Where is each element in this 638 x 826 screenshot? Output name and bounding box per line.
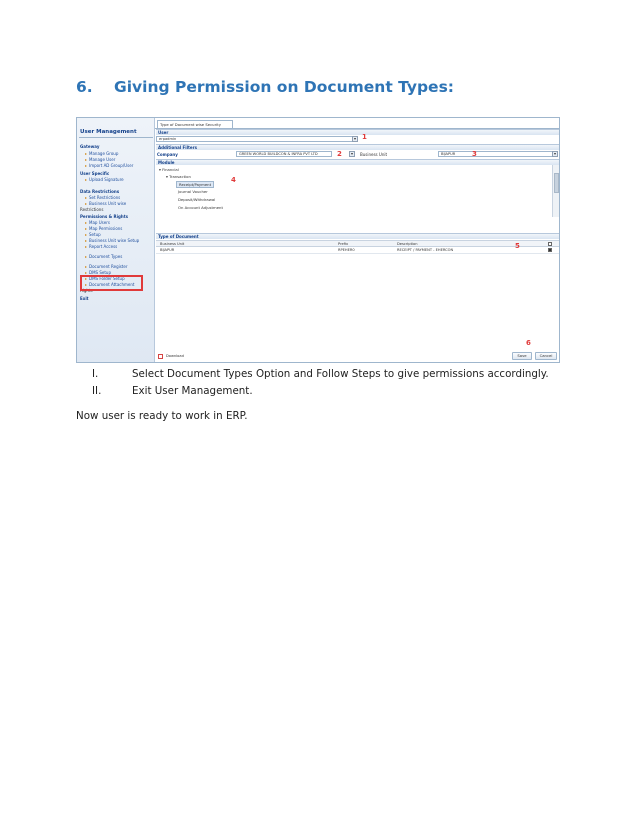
module-section-header: Module [156,159,560,165]
sidebar-item-upload-signature[interactable] [85,177,124,182]
row-checkbox[interactable] [548,248,552,252]
user-select[interactable]: erpadmin [156,136,353,142]
sidebar-title: User Management [80,129,137,135]
column-prefix: Prefix [338,242,349,246]
sidebar-divider [79,137,153,138]
row-description: RECEIPT / PAYMENT - EHERCON [397,248,454,252]
sidebar-item-report-access[interactable] [85,244,117,249]
sidebar-item-label: Map Users [89,220,110,225]
bullet-icon: ▸ [85,201,88,206]
bullet-icon: ▸ [85,157,88,162]
list-numeral: II. [92,385,102,397]
column-description: Description [397,242,418,246]
business-unit-select[interactable]: BIJAPUR [438,151,556,157]
sidebar [77,118,155,363]
sidebar-item-document-register[interactable] [85,264,127,269]
sidebar-item-label: Report Access [89,244,118,249]
company-select[interactable]: GREEN WORLD BUILDCON & INFRA PVT LTD [236,151,332,157]
list-numeral: I. [92,368,99,380]
sidebar-item-label: Document Register [89,264,128,269]
bullet-icon: ▸ [85,163,88,168]
sidebar-item-document-types[interactable] [85,254,122,259]
doc-type-table-header [156,240,560,247]
sidebar-item-label: Manage User [89,157,116,162]
sidebar-item-label: Document Types [89,254,123,259]
list-text: Exit User Management. [132,385,253,397]
select-all-checkbox[interactable] [548,242,552,246]
save-button[interactable]: Save [512,352,532,360]
sidebar-item-map-permissions[interactable] [85,226,122,231]
doc-type-section-header: Type of Document [156,233,560,239]
erp-screenshot [76,117,560,363]
bullet-icon: ▸ [85,220,88,225]
column-business-unit: Business Unit [160,242,185,246]
sidebar-item-exit [80,296,89,301]
step-marker-3: 3 [472,150,477,158]
sidebar-item-business-unit-wise-setup[interactable] [85,238,139,243]
tree-node-on-account-adjustment[interactable]: On Account Adjustment [178,205,223,210]
step-marker-6: 6 [526,339,531,347]
sidebar-item-label: Setup [89,232,101,237]
step-marker-5: 5 [515,242,520,250]
bullet-icon: ▸ [85,226,88,231]
module-tree-scrollbar[interactable] [552,165,560,217]
section-number: 6. [76,78,93,96]
section-heading [76,78,454,96]
closing-paragraph: Now user is ready to work in ERP. [76,410,248,422]
row-business-unit: BIJAPUR [160,248,175,252]
bullet-icon: ▸ [85,276,88,281]
step-marker-2: 2 [337,150,342,158]
cancel-button[interactable]: Cancel [535,352,557,360]
document-types-highlight [80,275,143,291]
sidebar-item-user-specific [80,171,109,176]
bullet-icon: ▸ [85,270,88,275]
sidebar-item-label: Gateway [80,144,100,149]
sidebar-item-set-restrictions[interactable] [85,195,120,200]
tree-node-journal-voucher[interactable]: Journal Voucher [178,189,208,194]
tab-document-security[interactable]: Type of Document wise Security [157,120,233,128]
step-marker-1: 1 [362,133,367,141]
main-panel [156,129,560,363]
sidebar-item-manage-group[interactable] [85,151,118,156]
sidebar-item-label: Set Restrictions [89,195,121,200]
sidebar-item-label: Data Restrictions [80,189,120,194]
sidebar-item-gateway [80,144,100,149]
user-dropdown-button[interactable]: ▾ [353,136,356,141]
sidebar-item-label: DMS Folder Setup [89,276,125,281]
list-text: Select Document Types Option and Follow Steps to give permissions accordingly. [132,368,549,380]
bullet-icon: ▸ [85,254,88,259]
table-row[interactable] [156,247,560,254]
sidebar-item-setup[interactable] [85,232,101,237]
sidebar-item-label: User Specific [80,171,110,176]
bullet-icon: ▸ [85,232,88,237]
sidebar-item-manage-user[interactable] [85,157,115,162]
step-marker-4: 4 [231,176,236,184]
bullet-icon: ▸ [85,282,88,287]
sidebar-item-label: Business Unit wise [89,201,127,206]
tree-node-financial[interactable]: ▾ Financial [159,167,179,172]
business-unit-label: Business Unit [360,152,388,157]
sidebar-item-import-ad-group-user[interactable] [85,163,133,168]
bullet-icon: ▸ [85,177,88,182]
user-section-header: User [156,129,560,135]
bullet-icon: ▸ [85,244,88,249]
module-tree [156,165,552,217]
sidebar-item-label: Business Unit wise Setup [89,238,140,243]
sidebar-item-label: DMS Setup [89,270,111,275]
sidebar-item-label: Permissions & Rights [80,214,128,219]
scrollbar-thumb[interactable] [554,173,559,193]
company-label: Company [157,152,178,157]
filters-section-header: Additional Filters [156,144,560,150]
section-title: Giving Permission on Document Types: [114,78,454,96]
business-unit-dropdown-button[interactable]: ▾ [553,151,556,156]
sidebar-item-map-users[interactable] [85,220,110,225]
tree-node-receipt-payment[interactable]: Receipt/Payment [176,181,214,188]
tree-node-transaction[interactable]: ▾ Transaction [166,174,191,179]
sidebar-item-permissions-rights [80,214,128,219]
sidebar-item-label: Exit [80,296,89,301]
sidebar-item-business-unit-wise[interactable] [85,201,126,206]
bullet-icon: ▸ [85,264,88,269]
tree-node-deposit-withdrawal[interactable]: Deposit/Withdrawal [178,197,216,202]
sidebar-item-label: Manage Group [89,151,119,156]
bullet-icon: ▸ [85,151,88,156]
sidebar-item-data-restrictions [80,189,119,194]
download-label: Download [166,354,184,358]
sidebar-item-label: Rights [80,288,93,293]
sidebar-item-label: Document Attachment [89,282,135,287]
row-prefix: RPEHER0 [338,248,355,252]
sidebar-item-label: Import AD Group/User [89,163,134,168]
download-checkbox[interactable] [158,354,163,359]
sidebar-item-restrictions [80,207,103,212]
sidebar-item-label: Restrictions [80,207,104,212]
sidebar-item-label: Upload Signature [89,177,124,182]
sidebar-item-label: Map Permissions [89,226,123,231]
bullet-icon: ▸ [85,195,88,200]
bullet-icon: ▸ [85,238,88,243]
company-dropdown-button[interactable]: ▾ [350,151,353,156]
